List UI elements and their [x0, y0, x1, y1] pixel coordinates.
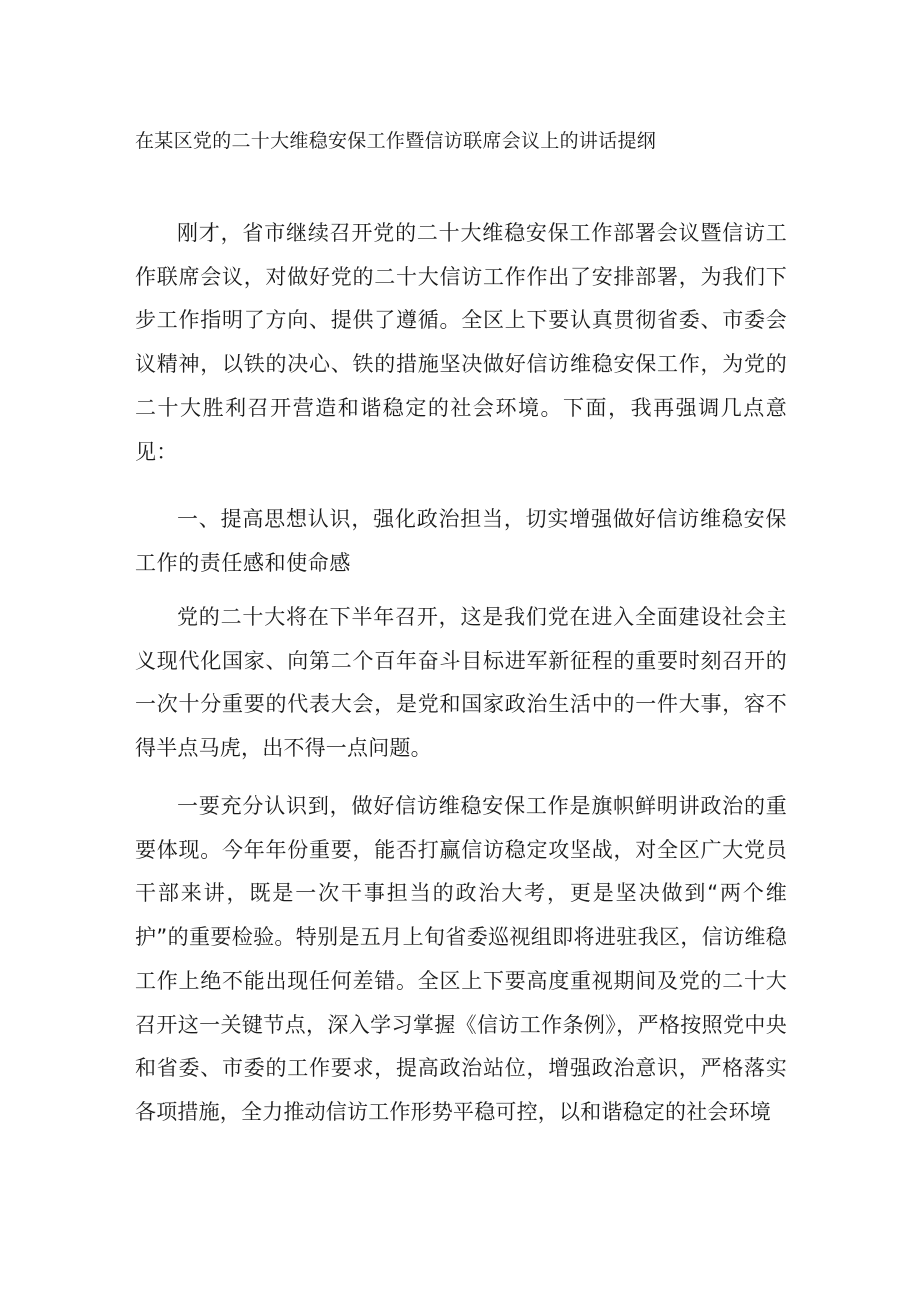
body-paragraph: 一要充分认识到，做好信访维稳安保工作是旗帜鲜明讲政治的重要体现。今年年份重要，能否打赢信访稳定攻坚战，对全区广大党员干部来讲，既是一次干事担当的政治大考，更是坚决做到“两个维护”的重要检验。特别是五月上旬省委巡视组即将进驻我区，信访维稳工作上绝不能出现任何差错。全区上下要高度重视期间及党的二十大召开这一关键节点，深入学习掌握《信访工作条例》，严格按照党中央和省委、市委的工作要求，提高政治站位，增强政治意识，严格落实各项措施，全力推动信访工作形势平稳可控，以和谐稳定的社会环境	[135, 794, 787, 1124]
section-heading: 一、提高思想认识，强化政治担当，切实增强做好信访维稳安保工作的责任感和使命感	[135, 507, 787, 575]
document-title: 在某区党的二十大维稳安保工作暨信访联席会议上的讲话提纲	[135, 130, 657, 152]
intro-paragraph: 刚才，省市继续召开党的二十大维稳安保工作部署会议暨信访工作联席会议，对做好党的二十大信访工作作出了安排部署，为我们下步工作指明了方向、提供了遵循。全区上下要认真贯彻省委、市委会议精神，以铁的决心、铁的措施坚决做好信访维稳安保工作，为党的二十大胜利召开营造和谐稳定的社会环境。下面，我再强调几点意见：	[135, 221, 787, 464]
body-paragraph: 党的二十大将在下半年召开，这是我们党在进入全面建设社会主义现代化国家、向第二个百年奋斗目标进军新征程的重要时刻召开的一次十分重要的代表大会，是党和国家政治生活中的一件大事，容不得半点马虎，出不得一点问题。	[135, 605, 787, 761]
